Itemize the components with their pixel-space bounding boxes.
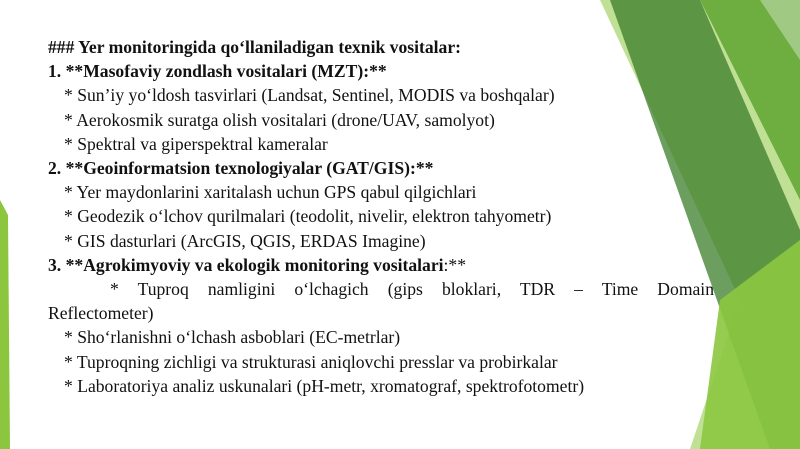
- list-item: * Aerokosmik suratga olish vositalari (drone/UAV, samolyot): [64, 109, 495, 130]
- list-item: * Tuproq namligini o‘lchagich (gips bloklari, TDR – Time Domain: [110, 279, 714, 300]
- section-1-heading: 1. **Masofaviy zondlash vositalari (MZT):**: [48, 61, 387, 82]
- slide-text: [48, 35, 714, 398]
- title: ### Yer monitoringida qo‘llaniladigan texnik vositalar:: [48, 37, 461, 57]
- list-item: * Tuproqning zichligi va strukturasi aniqlovchi presslar va probirkalar: [64, 351, 558, 372]
- list-item: * Spektral va giperspektral kameralar: [64, 133, 328, 154]
- list-item-continuation: Reflectometer): [48, 303, 154, 324]
- list-item: * GIS dasturlari (ArcGIS, QGIS, ERDAS Imagine): [64, 230, 426, 251]
- section-2-heading: 2. **Geoinformatsion texnologiyalar (GAT/GIS):**: [48, 158, 434, 179]
- section-3-heading: [48, 253, 714, 277]
- list-item: * Laboratoriya analiz uskunalari (pH-metr, xromatograf, spektrofotometr): [64, 375, 585, 396]
- list-item: * Sun’iy yo‘ldosh tasvirlari (Landsat, Sentinel, MODIS va boshqalar): [64, 85, 555, 106]
- list-item: * Geodezik o‘lchov qurilmalari (teodolit, nivelir, elektron tahyometr): [64, 206, 552, 227]
- list-item: * Yer maydonlarini xaritalash uchun GPS qabul qilgichlari: [64, 182, 477, 203]
- left-green-strip: [0, 200, 10, 449]
- section-3-heading-tail: :**: [443, 254, 467, 275]
- section-3-heading-bold: 3. **Agrokimyoviy va ekologik monitoring vositalari: [48, 254, 444, 275]
- list-item: * Sho‘rlanishni o‘lchash asboblari (EC-metrlar): [64, 327, 401, 348]
